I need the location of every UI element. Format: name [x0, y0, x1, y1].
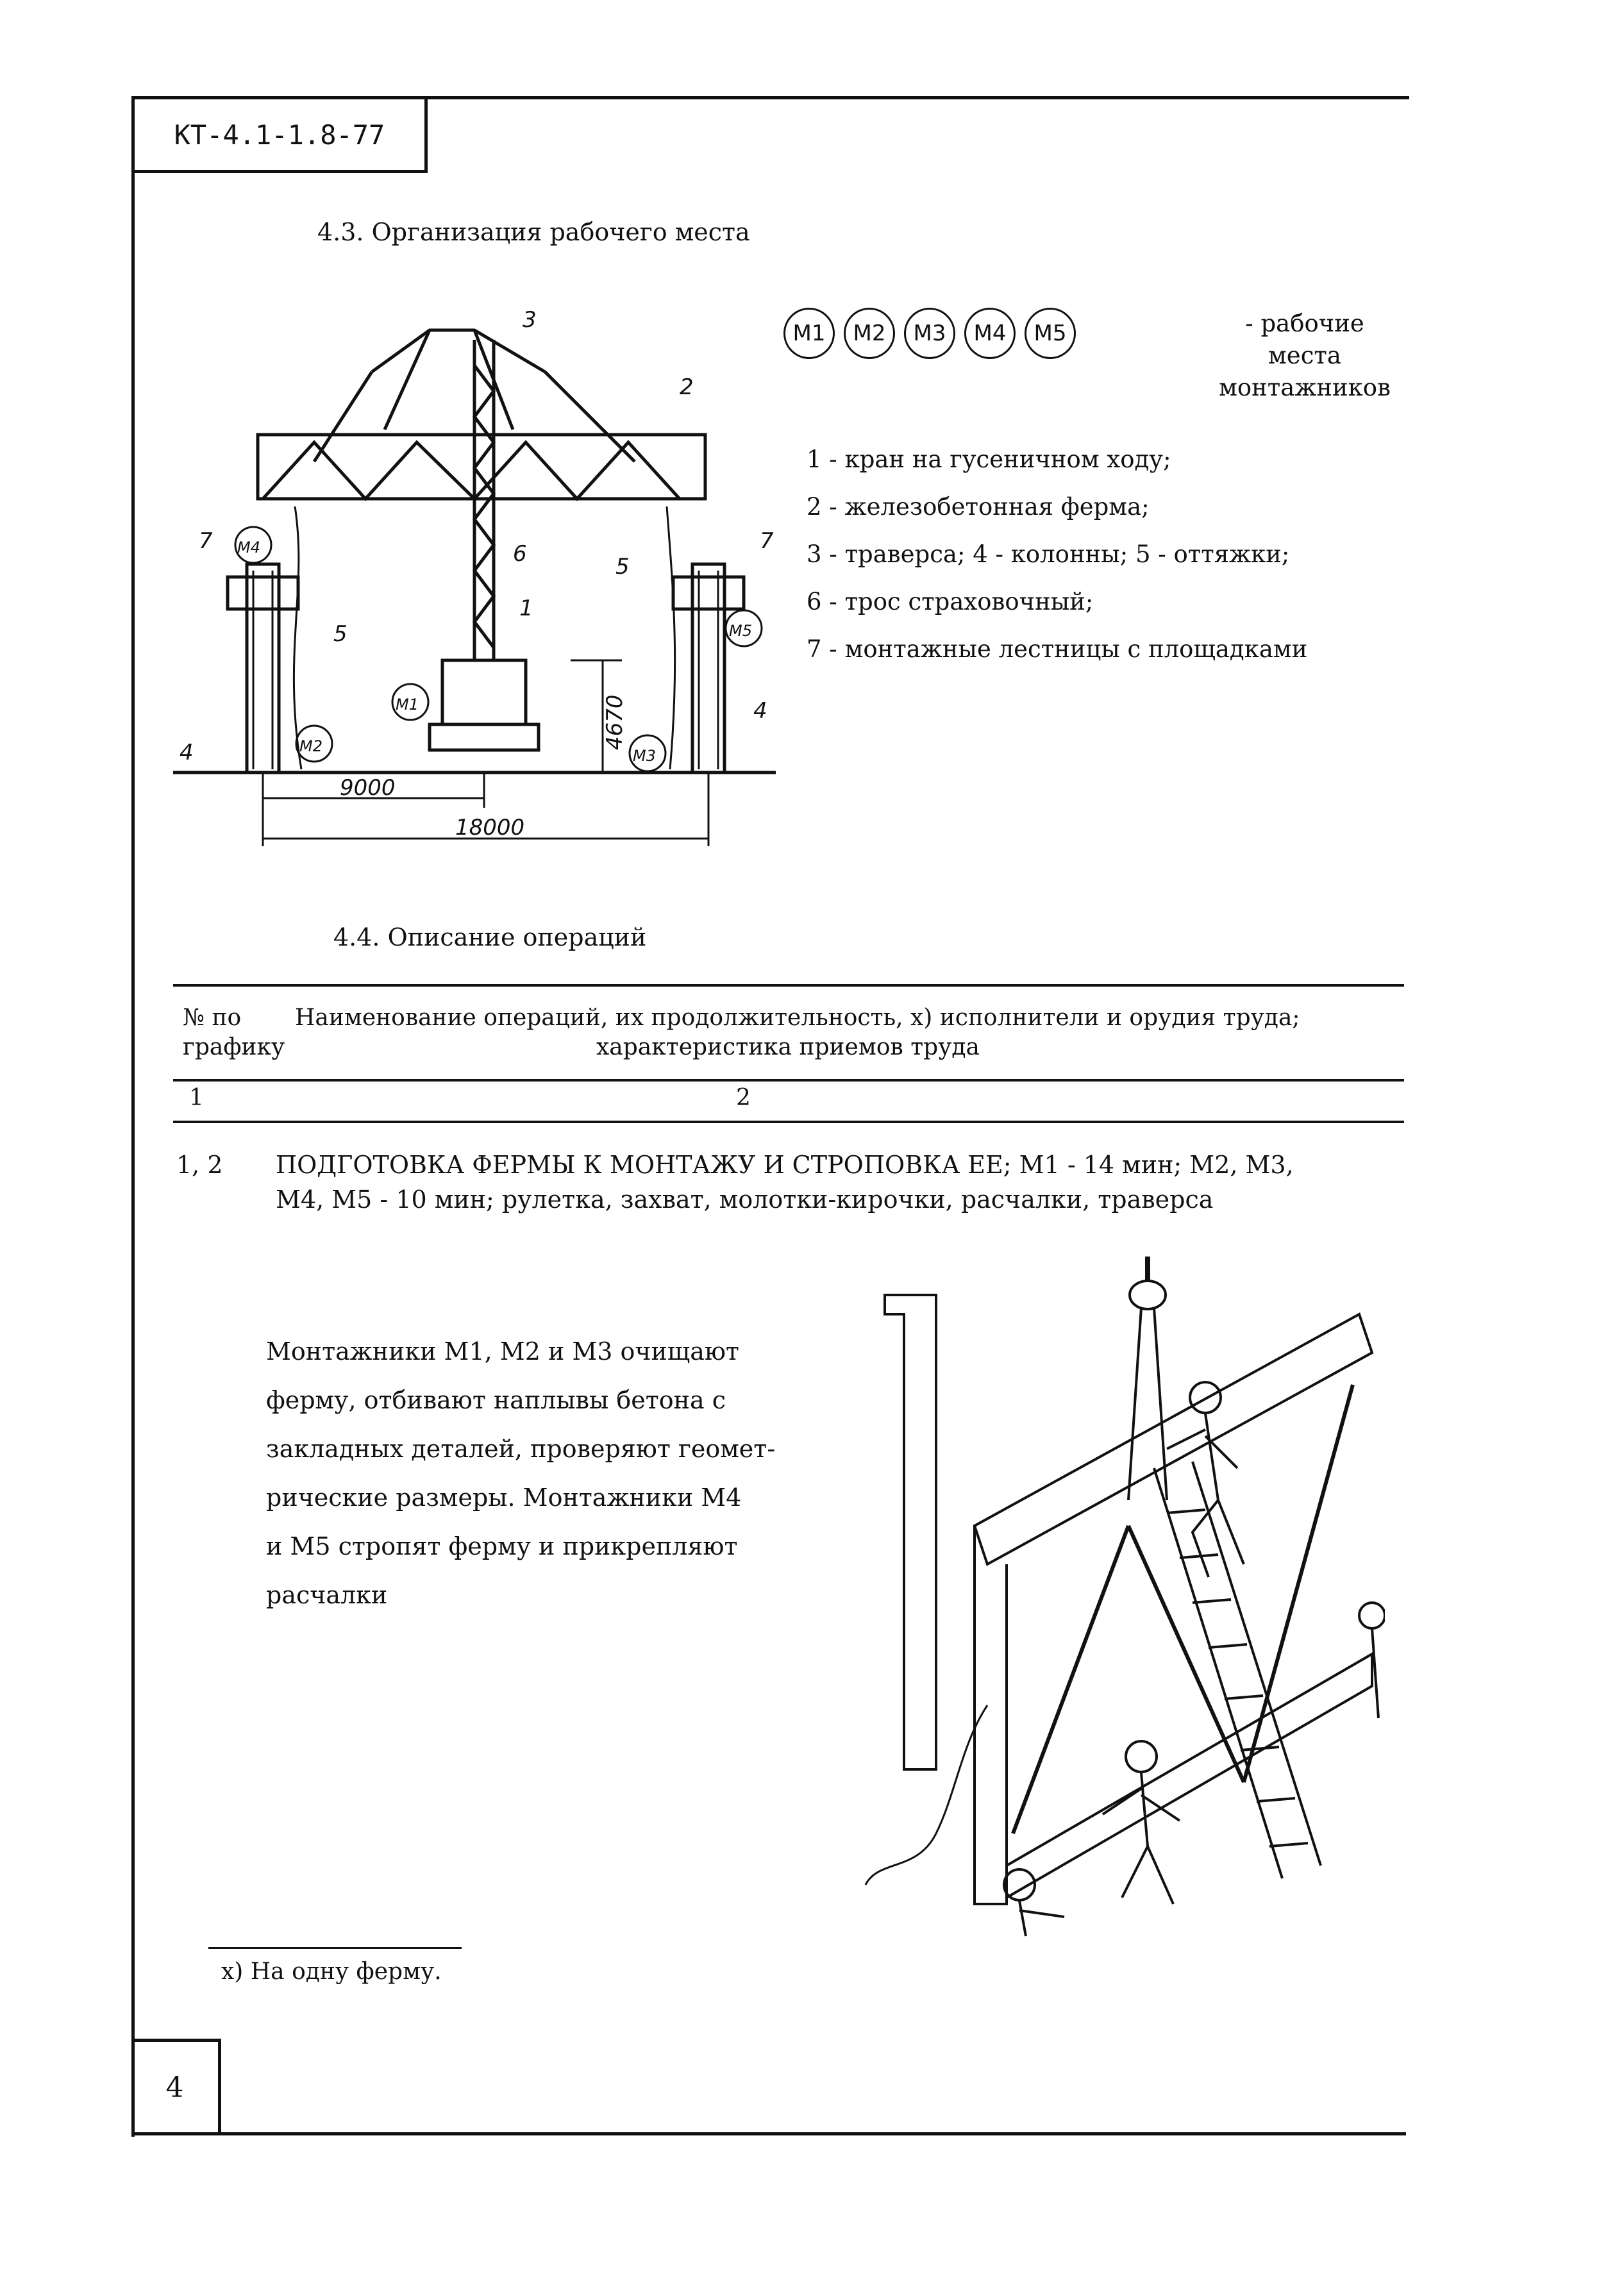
workplace-m4: M4 — [964, 308, 1016, 359]
col2-header-line1: Наименование операций, их продолжительность, x) исполнители и орудия труда; — [295, 1005, 1300, 1031]
legend-item: 1 - кран на гусеничном ходу; — [807, 446, 1171, 473]
workplaces-caption: - рабочие места монтажников — [1219, 310, 1391, 401]
label-m3: M3 — [633, 747, 656, 765]
workplace-circles — [783, 308, 1085, 359]
document-code: КТ-4.1-1.8-77 — [131, 96, 428, 173]
operation-line2: M4, M5 - 10 мин; рулетка, захват, молотки-кирочки, расчалки, траверса — [276, 1185, 1214, 1214]
bottom-rule — [131, 2132, 1406, 2135]
description-line: ферму, отбивают наплывы бетона с — [266, 1386, 726, 1414]
workplace-m5: M5 — [1025, 308, 1076, 359]
description-line: расчалки — [266, 1581, 388, 1609]
label-5-right: 5 — [615, 554, 630, 580]
label-1: 1 — [519, 596, 533, 621]
label-m2: M2 — [299, 737, 322, 755]
label-m5: M5 — [729, 622, 752, 640]
label-2: 2 — [680, 374, 694, 400]
footnote-rule — [208, 1947, 462, 1949]
section-43-title: 4.3. Организация рабочего места — [317, 218, 750, 246]
dim-4670: 4670 — [602, 694, 628, 750]
description-line: Монтажники M1, M2 и M3 очищают — [266, 1337, 739, 1366]
dim-9000: 9000 — [340, 775, 396, 801]
label-7-left: 7 — [199, 528, 213, 554]
label-7-right: 7 — [760, 528, 774, 554]
legend-item: 3 - траверса; 4 - колонны; 5 - оттяжки; — [807, 540, 1290, 568]
label-m1: M1 — [396, 696, 419, 714]
legend-list — [807, 436, 1403, 673]
label-6: 6 — [513, 541, 527, 567]
numbers-rule — [173, 1121, 1404, 1123]
dim-18000: 18000 — [455, 815, 525, 840]
label-4-left: 4 — [180, 740, 194, 765]
table-top-rule — [173, 984, 1404, 987]
workplace-diagram — [173, 301, 789, 865]
footnote: x) На одну ферму. — [221, 1959, 442, 1985]
legend-item: 2 - железобетонная ферма; — [807, 493, 1150, 521]
workplace-m3: M3 — [904, 308, 955, 359]
page-number: 4 — [131, 2039, 221, 2134]
operation-line1: ПОДГОТОВКА ФЕРМЫ К МОНТАЖУ И СТРОПОВКА ЕЕ; M1 - 14 мин; M2, M3, — [276, 1151, 1294, 1179]
label-3: 3 — [523, 307, 537, 333]
col1-header-line1: № по — [183, 1005, 242, 1031]
label-m4: M4 — [237, 539, 260, 556]
legend-item: 6 - трос страховочный; — [807, 588, 1094, 615]
section-44-title: 4.4. Описание операций — [333, 923, 647, 951]
description-line: рические размеры. Монтажники M4 — [266, 1483, 742, 1512]
workplace-m2: M2 — [844, 308, 895, 359]
workplace-m1: M1 — [783, 308, 835, 359]
col2-header — [295, 1003, 1404, 1062]
label-5-left: 5 — [333, 621, 347, 647]
description-line: закладных деталей, проверяют геомет- — [266, 1435, 776, 1463]
legend-item: 7 - монтажные лестницы с площадками — [807, 635, 1308, 663]
operation-description — [266, 1327, 843, 1619]
truss-preparation-illustration — [859, 1257, 1385, 1942]
col2-header-line2: характеристика приемов труда — [596, 1034, 980, 1060]
operation-text — [276, 1148, 1404, 1217]
col1-header — [183, 1003, 285, 1062]
operation-number: 1, 2 — [176, 1151, 223, 1179]
description-line: и M5 стропят ферму и прикрепляют — [266, 1532, 738, 1560]
col-num-2: 2 — [736, 1085, 751, 1111]
col1-header-line2: графику — [183, 1034, 285, 1060]
col-num-1: 1 — [189, 1085, 204, 1111]
label-4-right: 4 — [753, 698, 767, 724]
header-rule — [173, 1079, 1404, 1082]
